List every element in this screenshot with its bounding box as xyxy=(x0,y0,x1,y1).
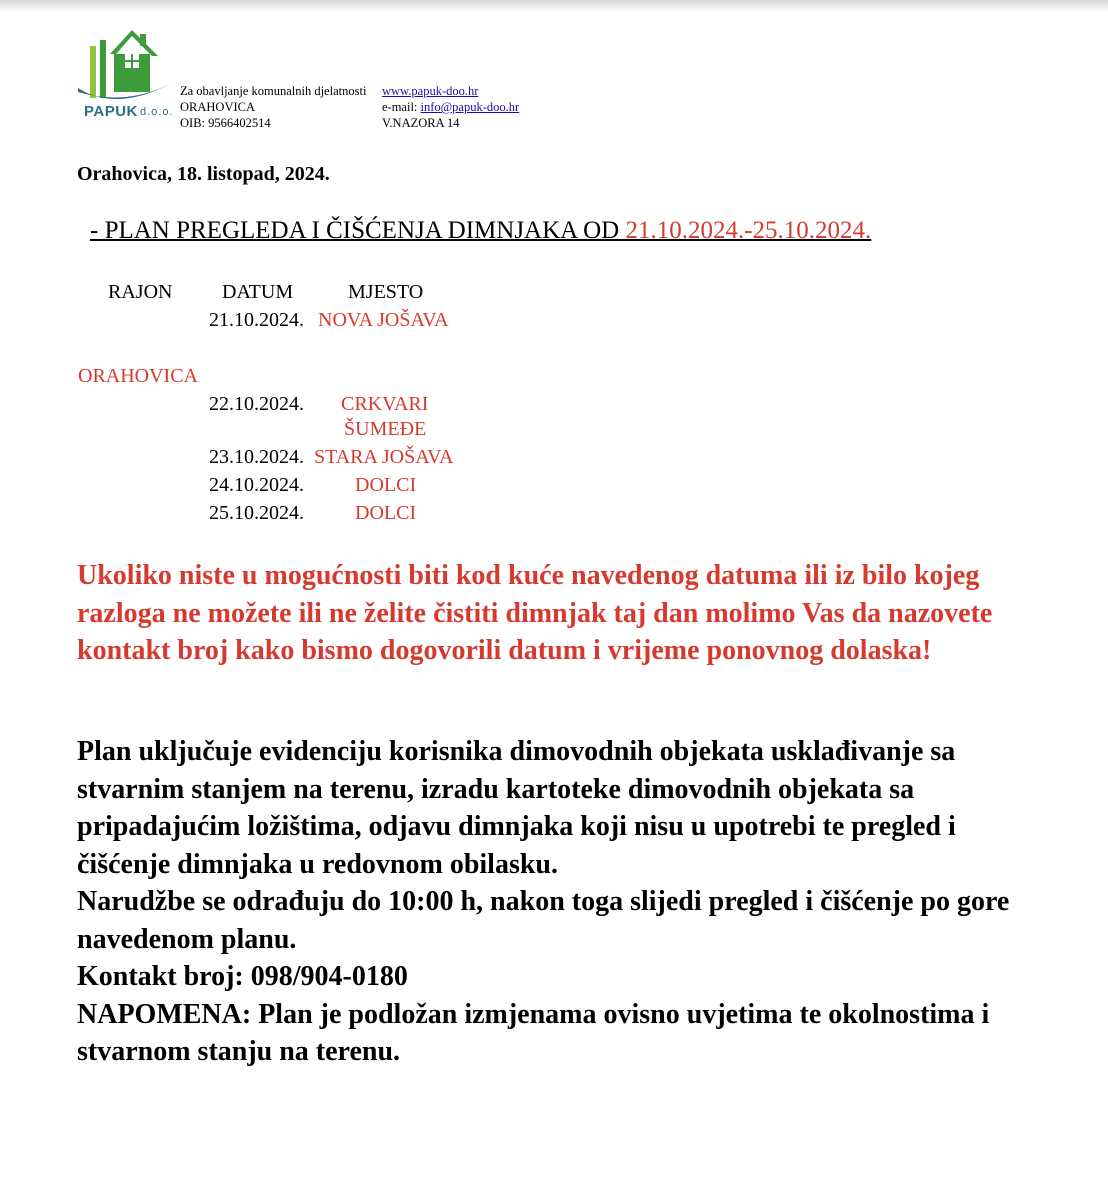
row-2-mjesto-1: CRKVARI xyxy=(341,393,429,415)
row-4-mjesto: DOLCI xyxy=(355,474,417,496)
company-suffix: d.o.o. xyxy=(140,106,174,118)
note-paragraph: NAPOMENA: Plan je podložan izmjenama ovisno uvjetima te okolnostima i stvarnom stanju na terenu. xyxy=(77,998,990,1067)
header-city: ORAHOVICA xyxy=(180,100,255,114)
row-3-mjesto: STARA JOŠAVA xyxy=(314,446,454,468)
column-header-datum: DATUM xyxy=(222,281,294,303)
row-2-datum: 22.10.2024. xyxy=(209,393,304,415)
website-link[interactable]: www.papuk-doo.hr xyxy=(382,84,479,98)
plan-title xyxy=(90,217,871,245)
row-1-mjesto: NOVA JOŠAVA xyxy=(318,309,449,331)
column-header-rajon: RAJON xyxy=(108,281,173,303)
row-3-datum: 23.10.2024. xyxy=(209,446,304,468)
row-5-datum: 25.10.2024. xyxy=(209,502,304,524)
contact-number: Kontakt broj: 098/904-0180 xyxy=(77,961,408,992)
header-oib: OIB: 9566402514 xyxy=(180,116,271,130)
header-address: V.NAZORA 14 xyxy=(382,116,460,130)
header-website-row xyxy=(382,83,478,99)
row-2-mjesto-2: ŠUMEĐE xyxy=(344,418,427,440)
row-4-datum: 24.10.2024. xyxy=(209,474,304,496)
top-shadow xyxy=(0,0,1108,12)
notice-paragraph: Ukoliko niste u mogućnosti biti kod kuće navedenog datuma ili iz bilo kojeg razloga ne možete ili ne želite čistiti dimnjak taj dan molimo Vas da nazovete kontakt broj kako bismo dogovorili datum i vrijeme ponovnog dolaska! xyxy=(77,560,993,666)
company-name: PAPUK xyxy=(84,103,138,120)
document-date: Orahovica, 18. listopad, 2024. xyxy=(77,163,330,185)
header-tagline: Za obavljanje komunalnih djelatnosti xyxy=(180,84,367,98)
plan-title-prefix: - PLAN PREGLEDA I ČIŠĆENJA DIMNJAKA OD xyxy=(90,217,626,244)
body-section xyxy=(77,733,1037,1071)
plan-description: Plan uključuje evidenciju korisnika dimovodnih objekata usklađivanje sa stvarnim stanjem na terenu, izradu kartoteke dimovodnih objekata sa pripadajućim ložištima, odjavu dimnjaka koji nisu u upotrebi te pregled i čišćenje dimnjaka u redovnom obilasku. xyxy=(77,736,956,880)
email-label: e-mail: xyxy=(382,100,418,114)
email-link[interactable]: info@papuk-doo.hr xyxy=(420,100,520,114)
row-5-mjesto: DOLCI xyxy=(355,502,417,524)
column-header-mjesto: MJESTO xyxy=(348,281,424,303)
rajon-value: ORAHOVICA xyxy=(78,365,198,387)
row-1-datum: 21.10.2024. xyxy=(209,309,304,331)
plan-title-date-range: 21.10.2024.-25.10.2024. xyxy=(625,217,872,244)
orders-info: Narudžbe se odrađuju do 10:00 h, nakon toga slijedi pregled i čišćenje po gore navedenom planu. xyxy=(77,886,1010,955)
header-email-row xyxy=(382,99,519,115)
